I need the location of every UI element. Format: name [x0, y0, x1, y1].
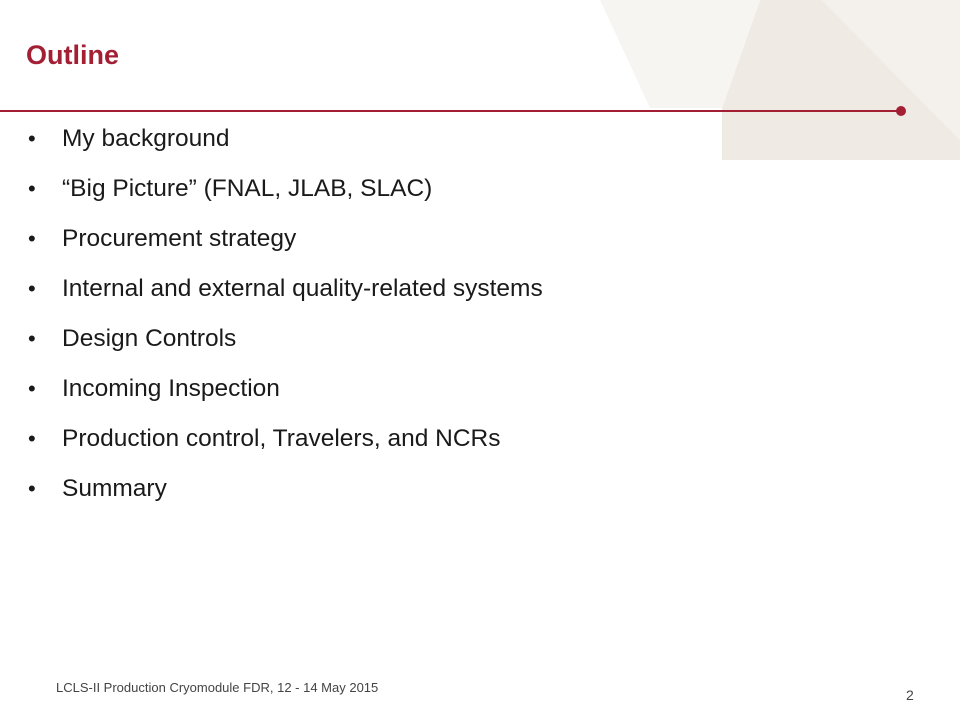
bullet-text: Internal and external quality-related systems [62, 275, 543, 302]
bullet-icon: • [28, 376, 36, 401]
bullet-text: “Big Picture” (FNAL, JLAB, SLAC) [62, 175, 433, 202]
page-number: 2 [906, 687, 914, 703]
bullet-icon: • [28, 326, 36, 351]
bullet-text: Incoming Inspection [62, 375, 280, 402]
bullet-icon: • [28, 476, 36, 501]
bullet-item [28, 414, 543, 464]
footer-text: LCLS-II Production Cryomodule FDR, 12 - 14 May 2015 [56, 680, 379, 695]
bullet-item [28, 114, 543, 164]
bullet-item [28, 214, 543, 264]
bullet-icon: • [28, 226, 36, 251]
bullet-item [28, 164, 543, 214]
bullet-item [28, 314, 543, 364]
bullet-text: My background [62, 125, 230, 152]
bullet-text: Production control, Travelers, and NCRs [62, 425, 501, 452]
bullet-icon: • [28, 426, 36, 451]
bullet-text: Summary [62, 475, 167, 502]
bullet-item [28, 364, 543, 414]
title-underline-dot [896, 106, 906, 116]
slide-title: Outline [26, 40, 119, 70]
bullet-icon: • [28, 276, 36, 301]
bullet-icon: • [28, 176, 36, 201]
bullet-list [28, 114, 543, 514]
bullet-item [28, 264, 543, 314]
title-underline [0, 110, 898, 112]
bullet-text: Procurement strategy [62, 225, 297, 252]
bullet-icon: • [28, 126, 36, 151]
bullet-item [28, 464, 543, 514]
bullet-text: Design Controls [62, 325, 237, 352]
